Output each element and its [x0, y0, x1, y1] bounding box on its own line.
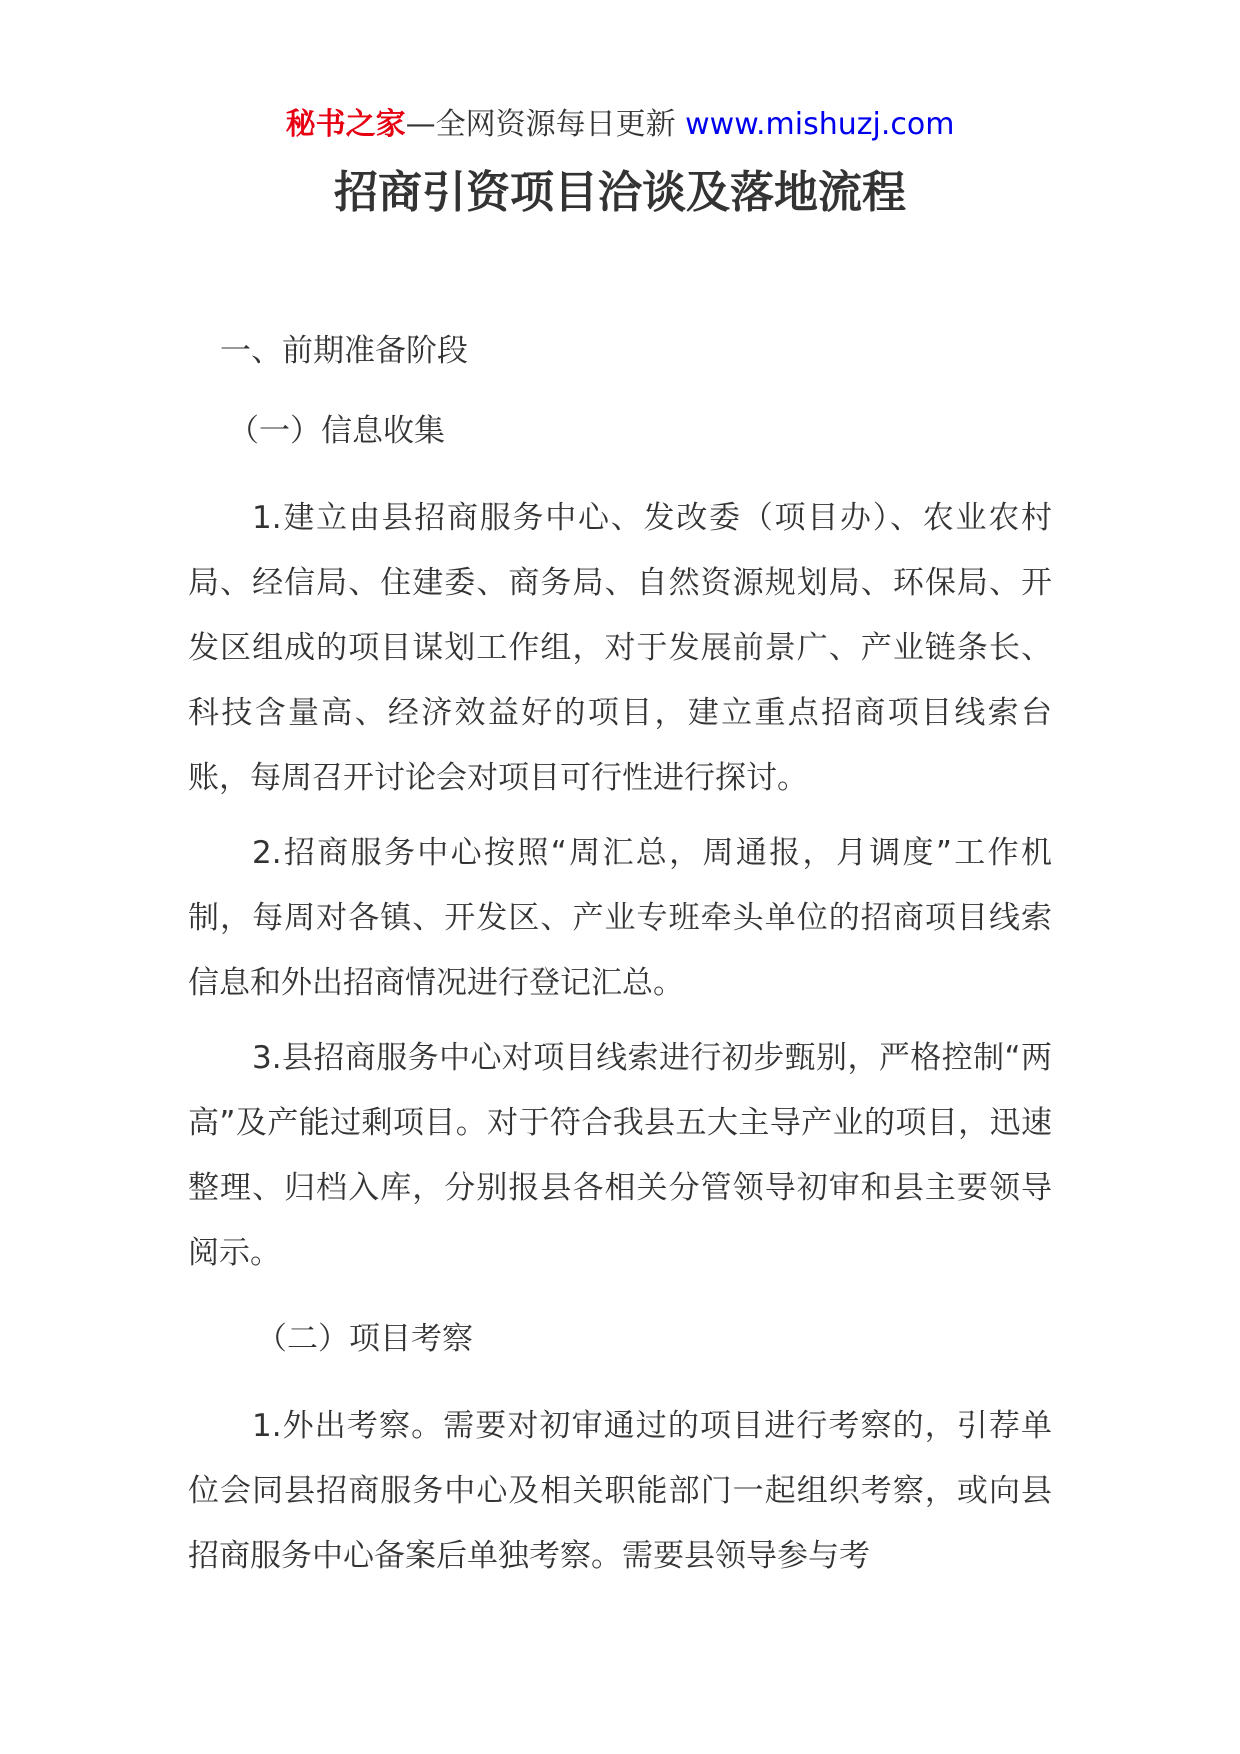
document-title: 招商引资项目洽谈及落地流程 — [334, 167, 906, 218]
site-brand: 秘书之家 — [285, 107, 406, 142]
section-heading: 一、前期准备阶段 — [220, 333, 468, 369]
body-paragraph: 2.招商服务中心按照“周汇总，周通报，月调度”工作机制，每周对各镇、开发区、产业专班牵头单位的招商项目线索信息和外出招商情况进行登记汇总。 — [188, 835, 1052, 1001]
body-paragraph: 3.县招商服务中心对项目线索进行初步甄别，严格控制“两高”及产能过剩项目。对于符合我县五大主导产业的项目，迅速整理、归档入库，分别报县各相关分管领导初审和县主要领导阅示。 — [188, 1040, 1052, 1271]
subsection-heading: （一）信息收集 — [228, 413, 445, 449]
subsection-heading: （二）项目考察 — [256, 1321, 473, 1357]
site-header — [0, 103, 1240, 147]
document-body — [188, 326, 1052, 1589]
body-paragraph: 1.外出考察。需要对初审通过的项目进行考察的，引荐单位会同县招商服务中心及相关职能部门一起组织考察，或向县招商服务中心备案后单独考察。需要县领导参与考 — [188, 1408, 1052, 1574]
body-paragraph: 1.建立由县招商服务中心、发改委（项目办）、农业农村局、经信局、住建委、商务局、自然资源规划局、环保局、开发区组成的项目谋划工作组，对于发展前景广、产业链条长、科技含量高、经济效益好的项目，建立重点招商项目线索台账，每周召开讨论会对项目可行性进行探讨。 — [188, 500, 1052, 796]
site-slogan: —全网资源每日更新 — [405, 107, 686, 142]
site-url-link[interactable]: www.mishuzj.com — [685, 107, 955, 142]
